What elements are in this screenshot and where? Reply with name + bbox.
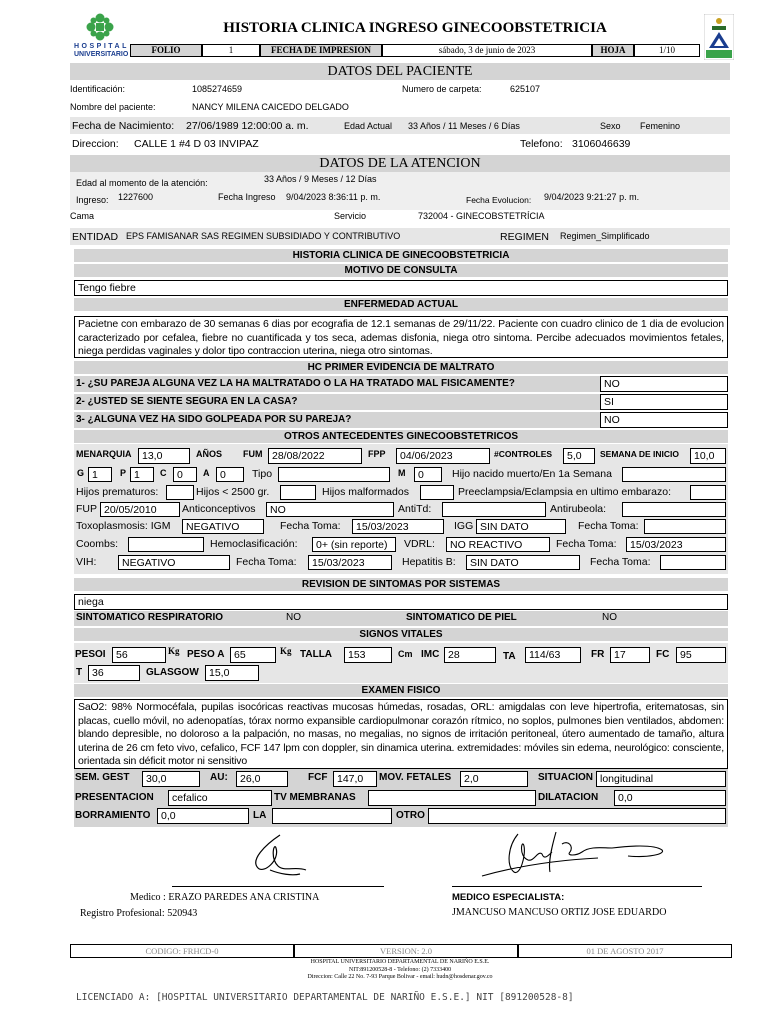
a-label: A [203,468,210,478]
name-label: Nombre del paciente: [70,102,156,112]
peso-label: PESOI [75,649,106,660]
peso-value: 56 [112,647,166,663]
print-date-value: sábado, 3 de junio de 2023 [382,44,592,57]
anos-label: AÑOS [196,449,223,459]
fpp-value: 04/06/2023 [396,448,490,464]
toxo-label: Toxoplasmosis: IGM [76,520,171,532]
toxo-fecha-value: 15/03/2023 [352,519,444,534]
footer-version: VERSION: 2.0 [294,944,518,958]
vih-fecha-label: Fecha Toma: [236,556,297,568]
page-label: HOJA [592,44,634,57]
folder-label: Numero de carpeta: [402,84,482,94]
age-at-attention-label: Edad al momento de la atención: [76,178,208,188]
revision-title: REVISION DE SINTOMAS POR SISTEMAS [74,578,728,591]
hijo-muerto-label: Hijo nacido muerto/En 1a Semana [452,468,612,480]
igg-label: IGG [454,520,474,532]
c-value: 0 [173,467,197,482]
menarquia-value: 13,0 [138,448,190,464]
age-at-attention-value: 33 Años / 9 Meses / 12 Días [264,174,377,184]
vdrl-label: VDRL: [404,538,435,550]
vdrl-fecha-value: 15/03/2023 [626,537,726,552]
ta-value: 114/63 [525,647,581,663]
semana-inicio-label: SEMANA DE INICIO [600,449,680,459]
admission-label: Ingreso: [76,195,109,205]
controles-label: #CONTROLES [494,449,553,459]
malformados-label: Hijos malformados [322,486,409,498]
patient-section-title: DATOS DEL PACIENTE [70,63,730,80]
folder-value: 625107 [510,84,541,94]
peso-unit: Kg [168,646,180,656]
peso-a-value: 65 [230,647,276,663]
au-label: AU: [210,772,228,783]
imc-value: 28 [444,647,496,663]
igg-value: SIN DATO [476,519,566,534]
borramiento-value: 0,0 [157,808,249,824]
fcf-value: 147,0 [333,771,377,787]
prematuros-value [166,485,194,500]
glasgow-value: 15,0 [205,665,259,681]
t-value: 36 [88,665,140,681]
g-value: 1 [88,467,112,482]
specialist-name: JMANCUSO MANCUSO ORTIZ JOSE EDUARDO [452,907,667,918]
hemo-value: 0+ (sin reporte) [312,537,396,552]
otro-value [428,808,726,824]
hepb-label: Hepatitis B: [402,556,456,568]
tv-membranas-value [368,790,536,806]
exam-text: SaO2: 98% Normocéfala, pupilas isocóricas reactivas mucosas húmedas, rosadas, ORL: amigdalas con leve hipertrofia, eritematosas, sin placas, cuello móvil, no adenopatías, tórax normo expansible cardiopulmonar corazón rítmico, no soplos, pulmones bien ventilados, abdomen: blando depresible, no doloroso a la palpación, no masas, no megalias, no signos de irritación peritoneal, útero aumentado de tamaño, altura uterina de 26 cm feto vivo, cefalico, FCF 147 lpm con doppler, sin dinamica uterina. extremidades: móviles sin edema, neurológico: consciente, orientada sin déficit motor ni sensitivo [74,699,728,769]
la-value [272,808,392,824]
maltrato-title: HC PRIMER EVIDENCIA DE MALTRATO [74,361,728,374]
fc-value: 95 [676,647,726,663]
specialist-signature [478,826,678,882]
license-text: LICENCIADO A: [HOSPITAL UNIVERSITARIO DEPARTAMENTAL DE NARIÑO E.S.E.] NIT [891200528-8] [76,992,574,1003]
hepb-fecha-value [660,555,726,570]
specialist-label: MEDICO ESPECIALISTA: [452,892,565,903]
imc-label: IMC [421,649,440,660]
motivo-value: Tengo fiebre [74,280,728,296]
dilatacion-value: 0,0 [614,790,726,806]
p-label: P [120,468,127,478]
age-label: Edad Actual [344,121,393,131]
physician-signature [240,830,320,880]
antitd-value [442,502,546,517]
antecedentes-title: OTROS ANTECEDENTES GINECOOBSTETRICOS [74,430,728,443]
folio-value: 1 [202,44,260,57]
entity-label: ENTIDAD [72,231,119,243]
semana-inicio-value: 10,0 [690,448,726,464]
vih-fecha-value: 15/03/2023 [308,555,392,570]
phone-label: Telefono: [520,138,563,150]
otro-label: OTRO [396,810,425,821]
service-value: 732004 - GINECOBSTETRÍCIA [418,211,545,221]
sem-gest-label: SEM. GEST [75,772,130,783]
la-label: LA [253,810,267,821]
c-label: C [160,468,167,478]
entity-value: EPS FAMISANAR SAS REGIMEN SUBSIDIADO Y CONTRIBUTIVO [126,231,401,241]
sex-value: Femenino [640,121,681,131]
bed-label: Cama [70,211,95,221]
signature-line-right [452,886,702,887]
au-value: 26,0 [236,771,288,787]
preeclampsia-label: Preeclampsia/Eclampsia en ultimo embarazo: [458,486,672,498]
service-label: Servicio [334,211,367,221]
vitals-title: SIGNOS VITALES [74,628,728,641]
g-label: G [77,468,85,478]
sint-piel-value: NO [602,612,617,623]
sex-label: Sexo [600,121,621,131]
toxo-fecha-label: Fecha Toma: [280,520,341,532]
hepb-fecha-label: Fecha Toma: [590,556,651,568]
malformados-value [420,485,454,500]
footer-date: 01 DE AGOSTO 2017 [518,944,732,958]
m-label: M [398,468,406,478]
exam-title: EXAMEN FISICO [74,684,728,697]
antitd-label: AntiTd: [398,503,432,515]
footer-code: CODIGO: FRHCD-0 [70,944,294,958]
a-value: 0 [216,467,244,482]
igg-fecha-label: Fecha Toma: [578,520,639,532]
t-label: T [76,667,83,678]
phone-value: 3106046639 [572,138,631,150]
fup-value: 20/05/2010 [100,502,180,517]
folio-label: FOLIO [130,44,202,57]
fr-value: 17 [610,647,650,663]
motivo-title: MOTIVO DE CONSULTA [74,264,728,277]
revision-text: niega [74,594,728,610]
birth-value: 27/06/1989 12:00:00 a. m. [186,120,309,132]
igg-fecha-value [644,519,726,534]
vih-label: VIH: [76,556,97,568]
anticonceptivos-label: Anticonceptivos [182,503,256,515]
address-value: CALLE 1 #4 D 03 INVIPAZ [134,138,259,150]
controles-value: 5,0 [563,448,595,464]
hijo-muerto-value [622,467,726,482]
attention-section-title: DATOS DE LA ATENCION [70,155,730,172]
hospital-logo [72,12,128,62]
sint-resp-value: NO [286,612,301,623]
evolution-date-value: 9/04/2023 9:21:27 p. m. [544,192,640,202]
vdrl-fecha-label: Fecha Toma: [556,538,617,550]
peso-a-label: PESO A [187,649,225,660]
toxo-value: NEGATIVO [182,519,264,534]
sem-gest-value: 30,0 [142,771,200,787]
fup-label: FUP [76,503,97,515]
age-value: 33 Años / 11 Meses / 6 Días [408,121,520,131]
footer-line-1: HOSPITAL UNIVERSITARIO DEPARTAMENTAL DE NARIÑO E.S.E. [310,959,490,965]
sint-resp-label: SINTOMATICO RESPIRATORIO [76,612,224,623]
medico-name: Medico : ERAZO PAREDES ANA CRISTINA [130,892,320,903]
enfermedad-text: Pacietne con embarazo de 30 semanas 6 dias por ecografia de 12.1 semanas de 29/11/22. Paciente con cuadro clinico de 1 dia de evolucion caracterizado por cefalea, fiebre no cuantificada y tos seca, ademas disfonia, niega otro sintoma. Percibe adecuados movimientos fetales, niega perdidas vaginales y dolor tipo contraccion uterina, niega otro sintomas. [74,316,728,358]
m-value: 0 [414,467,442,482]
peso-a-unit: Kg [280,646,292,656]
tipo-label: Tipo [252,468,273,480]
maltrato-a1: NO [600,376,728,392]
logo-cross-icon [72,12,128,42]
fc-label: FC [656,649,670,660]
fpp-label: FPP [368,449,386,459]
coombs-value [128,537,204,552]
maltrato-q1: 1- ¿SU PAREJA ALGUNA VEZ LA HA MALTRATADO O LA HA TRATADO MAL FISICAMENTE? [74,376,600,392]
name-value: NANCY MILENA CAICEDO DELGADO [192,102,349,112]
enfermedad-title: ENFERMEDAD ACTUAL [74,298,728,311]
maltrato-q2: 2- ¿USTED SE SIENTE SEGURA EN LA CASA? [74,394,600,410]
antirubeola-value [622,502,726,517]
hc-title: HISTORIA CLINICA DE GINECOOBSTETRICIA [74,249,728,262]
footer-line-3: Direccion: Calle 22 No. 7-93 Parque Bolivar - email: hudn@hosdenar.gov.co [307,974,493,980]
hepb-value: SIN DATO [466,555,580,570]
fr-label: FR [591,649,605,660]
coombs-label: Coombs: [76,538,119,550]
vih-value: NEGATIVO [118,555,230,570]
anticonceptivos-value: NO [266,502,394,517]
ta-label: TA [503,651,516,662]
talla-label: TALLA [300,649,333,660]
vdrl-value: NO REACTIVO [446,537,550,552]
page-value: 1/10 [634,44,700,57]
p-value: 1 [130,467,154,482]
evolution-date-label: Fecha Evolucion: [466,195,532,205]
logo-line-2: UNIVERSITARIO [74,51,129,58]
prematuros-label: Hijos prematuros: [76,486,159,498]
dilatacion-label: DILATACION [538,792,599,803]
regime-label: REGIMEN [500,231,550,243]
address-label: Direccion: [72,138,119,150]
sint-piel-label: SINTOMATICO DE PIEL [406,612,517,623]
maltrato-a3: NO [600,412,728,428]
fum-label: FUM [243,449,263,459]
regime-value: Regimen_Simplificado [560,231,650,241]
admission-date-value: 9/04/2023 8:36:11 p. m. [286,192,381,202]
page-title: HISTORIA CLINICA INGRESO GINECOOBSTETRICIA [223,20,607,36]
menarquia-label: MENARQUIA [76,449,132,459]
preeclampsia-value [690,485,726,500]
registro-profesional: Registro Profesional: 520943 [80,908,198,919]
glasgow-label: GLASGOW [146,667,199,678]
fum-value: 28/08/2022 [268,448,362,464]
id-value: 1085274659 [192,84,243,94]
mov-fetales-label: MOV. FETALES [379,772,452,783]
admission-value: 1227600 [118,192,154,202]
situacion-value: longitudinal [596,771,726,787]
footer-hospital [200,959,600,982]
situacion-label: SITUACION [538,772,593,783]
menos-2500-value [280,485,316,500]
presentacion-label: PRESENTACION [75,792,154,803]
maltrato-a2: SI [600,394,728,410]
logo-line-1: HOSPITAL [74,43,129,50]
talla-value: 153 [344,647,392,663]
tipo-value [278,467,390,482]
footer-line-2: NIT:891200528-8 - Telefono: (2) 7333400 [348,966,452,973]
borramiento-label: BORRAMIENTO [75,810,151,821]
presentacion-value: cefalico [168,790,272,806]
antirubeola-label: Antirubeola: [550,503,607,515]
id-label: Identificación: [70,84,126,94]
maltrato-q3: 3- ¿ALGUNA VEZ HA SIDO GOLPEADA POR SU PAREJA? [74,412,600,428]
talla-unit: Cm [398,649,413,659]
birth-label: Fecha de Nacimiento: [72,120,175,132]
hemo-label: Hemoclasificación: [210,538,298,550]
tv-membranas-label: TV MEMBRANAS [274,792,356,803]
accreditation-logo [704,14,734,60]
fcf-label: FCF [308,772,328,783]
menos-2500-label: Hijos < 2500 gr. [196,486,270,498]
print-date-label: FECHA DE IMPRESION [260,44,382,57]
admission-date-label: Fecha Ingreso [218,192,276,202]
mov-fetales-value: 2,0 [460,771,528,787]
signature-line-left [172,886,384,887]
